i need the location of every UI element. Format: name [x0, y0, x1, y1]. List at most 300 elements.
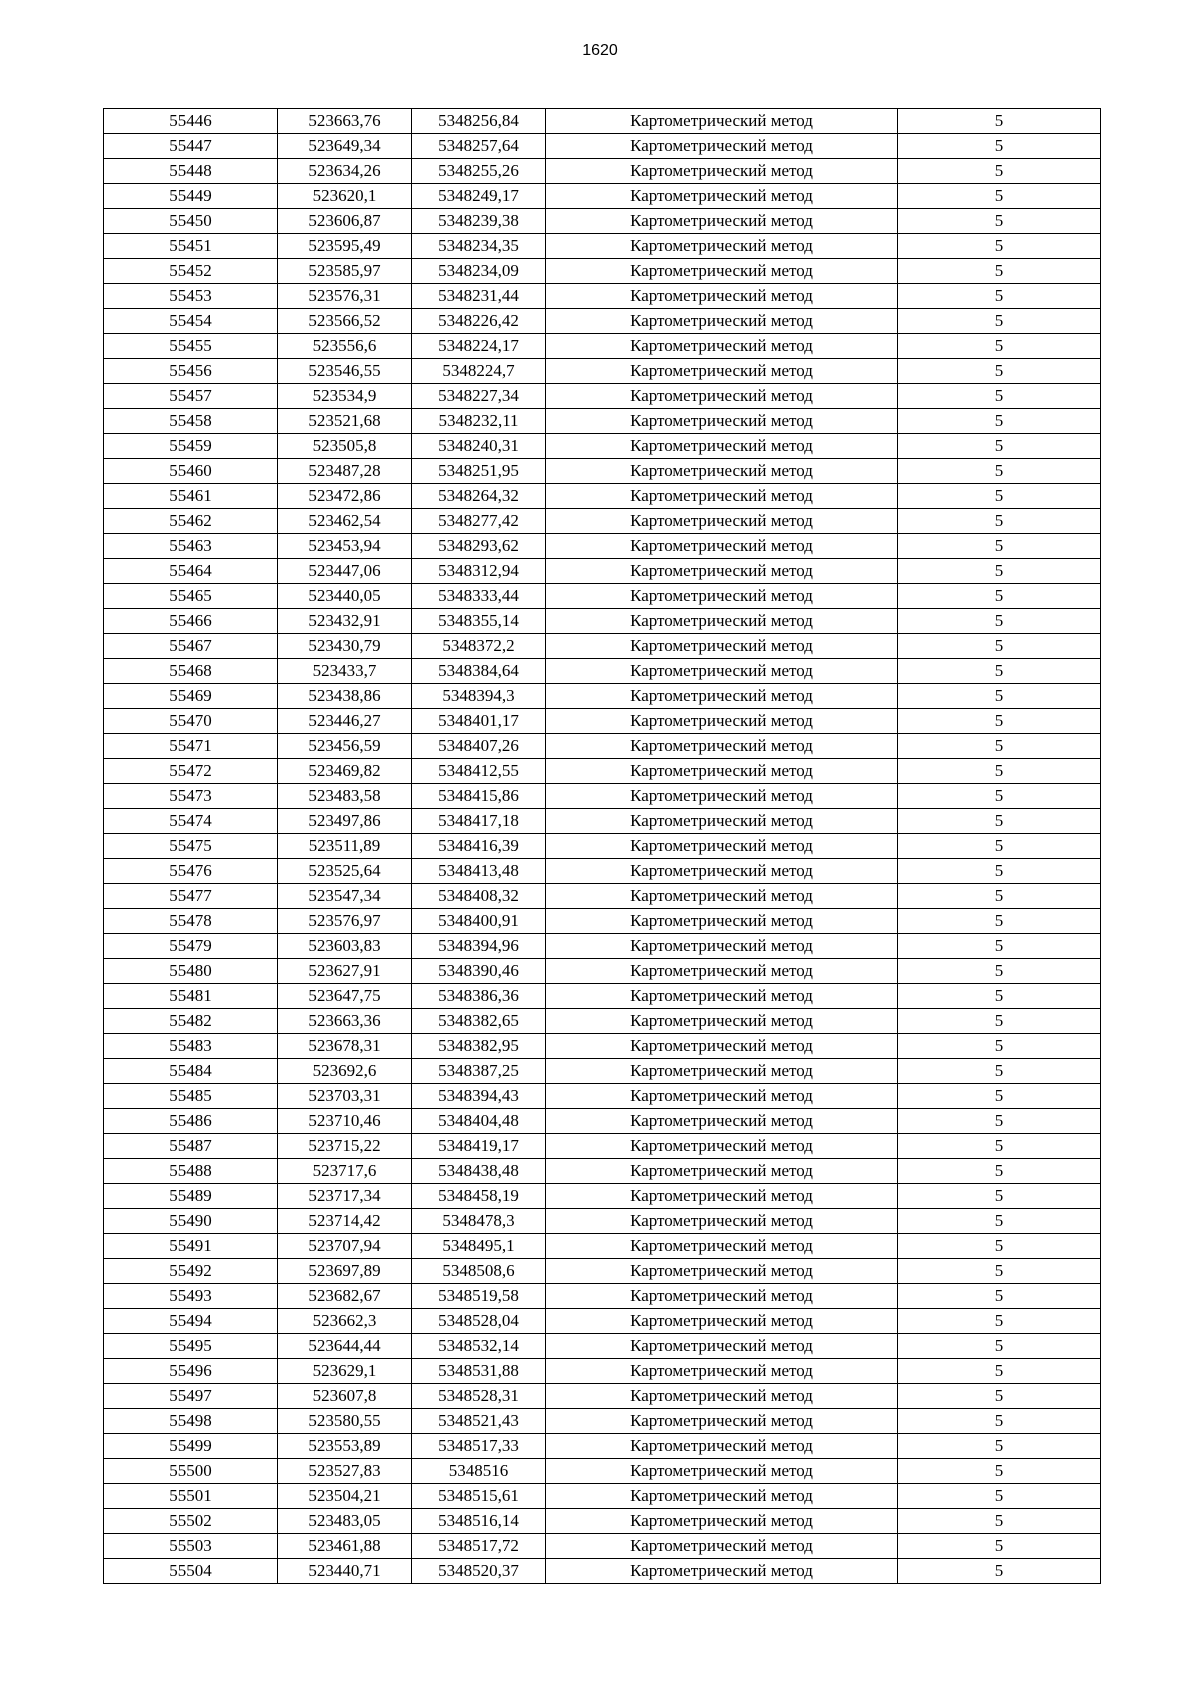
table-row [104, 1534, 1101, 1559]
point-number-cell: 55448 [104, 159, 278, 184]
point-number-cell: 55463 [104, 534, 278, 559]
table-row [104, 759, 1101, 784]
table-row [104, 1109, 1101, 1134]
accuracy-cell: 5 [898, 184, 1101, 209]
table-row [104, 1259, 1101, 1284]
table-row [104, 134, 1101, 159]
point-number-cell: 55489 [104, 1184, 278, 1209]
y-coordinate-cell: 5348458,19 [412, 1184, 546, 1209]
point-number-cell: 55470 [104, 709, 278, 734]
method-cell: Картометрический метод [546, 109, 898, 134]
x-coordinate-cell: 523634,26 [278, 159, 412, 184]
point-number-cell: 55486 [104, 1109, 278, 1134]
x-coordinate-cell: 523438,86 [278, 684, 412, 709]
y-coordinate-cell: 5348257,64 [412, 134, 546, 159]
point-number-cell: 55458 [104, 409, 278, 434]
point-number-cell: 55494 [104, 1309, 278, 1334]
method-cell: Картометрический метод [546, 159, 898, 184]
x-coordinate-cell: 523715,22 [278, 1134, 412, 1159]
table-row [104, 1309, 1101, 1334]
y-coordinate-cell: 5348387,25 [412, 1059, 546, 1084]
accuracy-cell: 5 [898, 1384, 1101, 1409]
method-cell: Картометрический метод [546, 1034, 898, 1059]
y-coordinate-cell: 5348519,58 [412, 1284, 546, 1309]
method-cell: Картометрический метод [546, 709, 898, 734]
accuracy-cell: 5 [898, 984, 1101, 1009]
x-coordinate-cell: 523647,75 [278, 984, 412, 1009]
point-number-cell: 55487 [104, 1134, 278, 1159]
x-coordinate-cell: 523692,6 [278, 1059, 412, 1084]
y-coordinate-cell: 5348384,64 [412, 659, 546, 684]
accuracy-cell: 5 [898, 1459, 1101, 1484]
x-coordinate-cell: 523472,86 [278, 484, 412, 509]
accuracy-cell: 5 [898, 159, 1101, 184]
method-cell: Картометрический метод [546, 684, 898, 709]
method-cell: Картометрический метод [546, 459, 898, 484]
method-cell: Картометрический метод [546, 1109, 898, 1134]
accuracy-cell: 5 [898, 384, 1101, 409]
x-coordinate-cell: 523606,87 [278, 209, 412, 234]
method-cell: Картометрический метод [546, 1409, 898, 1434]
point-number-cell: 55472 [104, 759, 278, 784]
y-coordinate-cell: 5348255,26 [412, 159, 546, 184]
table-row [104, 309, 1101, 334]
method-cell: Картометрический метод [546, 1309, 898, 1334]
y-coordinate-cell: 5348232,11 [412, 409, 546, 434]
x-coordinate-cell: 523521,68 [278, 409, 412, 434]
method-cell: Картометрический метод [546, 859, 898, 884]
method-cell: Картометрический метод [546, 584, 898, 609]
x-coordinate-cell: 523527,83 [278, 1459, 412, 1484]
y-coordinate-cell: 5348520,37 [412, 1559, 546, 1584]
table-row [104, 959, 1101, 984]
point-number-cell: 55461 [104, 484, 278, 509]
accuracy-cell: 5 [898, 359, 1101, 384]
y-coordinate-cell: 5348224,17 [412, 334, 546, 359]
table-row [104, 934, 1101, 959]
x-coordinate-cell: 523566,52 [278, 309, 412, 334]
y-coordinate-cell: 5348240,31 [412, 434, 546, 459]
y-coordinate-cell: 5348400,91 [412, 909, 546, 934]
accuracy-cell: 5 [898, 1334, 1101, 1359]
method-cell: Картометрический метод [546, 1259, 898, 1284]
x-coordinate-cell: 523576,31 [278, 284, 412, 309]
x-coordinate-cell: 523595,49 [278, 234, 412, 259]
y-coordinate-cell: 5348227,34 [412, 384, 546, 409]
page-number: 1620 [582, 42, 618, 59]
accuracy-cell: 5 [898, 1009, 1101, 1034]
method-cell: Картометрический метод [546, 1184, 898, 1209]
table-row [104, 584, 1101, 609]
x-coordinate-cell: 523483,05 [278, 1509, 412, 1534]
accuracy-cell: 5 [898, 409, 1101, 434]
table-row [104, 334, 1101, 359]
method-cell: Картометрический метод [546, 1209, 898, 1234]
method-cell: Картометрический метод [546, 1009, 898, 1034]
accuracy-cell: 5 [898, 259, 1101, 284]
x-coordinate-cell: 523505,8 [278, 434, 412, 459]
table-row [104, 509, 1101, 534]
point-number-cell: 55451 [104, 234, 278, 259]
point-number-cell: 55476 [104, 859, 278, 884]
table-row [104, 1434, 1101, 1459]
accuracy-cell: 5 [898, 1059, 1101, 1084]
x-coordinate-cell: 523710,46 [278, 1109, 412, 1134]
x-coordinate-cell: 523663,76 [278, 109, 412, 134]
accuracy-cell: 5 [898, 809, 1101, 834]
accuracy-cell: 5 [898, 634, 1101, 659]
x-coordinate-cell: 523483,58 [278, 784, 412, 809]
method-cell: Картометрический метод [546, 734, 898, 759]
accuracy-cell: 5 [898, 859, 1101, 884]
table-row [104, 1009, 1101, 1034]
y-coordinate-cell: 5348394,96 [412, 934, 546, 959]
method-cell: Картометрический метод [546, 1459, 898, 1484]
y-coordinate-cell: 5348508,6 [412, 1259, 546, 1284]
point-number-cell: 55496 [104, 1359, 278, 1384]
accuracy-cell: 5 [898, 759, 1101, 784]
y-coordinate-cell: 5348394,43 [412, 1084, 546, 1109]
table-row [104, 809, 1101, 834]
x-coordinate-cell: 523707,94 [278, 1234, 412, 1259]
table-row [104, 1184, 1101, 1209]
table-row [104, 834, 1101, 859]
x-coordinate-cell: 523717,34 [278, 1184, 412, 1209]
accuracy-cell: 5 [898, 1359, 1101, 1384]
point-number-cell: 55492 [104, 1259, 278, 1284]
method-cell: Картометрический метод [546, 809, 898, 834]
accuracy-cell: 5 [898, 1434, 1101, 1459]
accuracy-cell: 5 [898, 1484, 1101, 1509]
point-number-cell: 55446 [104, 109, 278, 134]
accuracy-cell: 5 [898, 584, 1101, 609]
table-row [104, 884, 1101, 909]
accuracy-cell: 5 [898, 1234, 1101, 1259]
y-coordinate-cell: 5348312,94 [412, 559, 546, 584]
point-number-cell: 55502 [104, 1509, 278, 1534]
table-row [104, 734, 1101, 759]
x-coordinate-cell: 523433,7 [278, 659, 412, 684]
x-coordinate-cell: 523547,34 [278, 884, 412, 909]
point-number-cell: 55460 [104, 459, 278, 484]
x-coordinate-cell: 523487,28 [278, 459, 412, 484]
method-cell: Картометрический метод [546, 1059, 898, 1084]
y-coordinate-cell: 5348495,1 [412, 1234, 546, 1259]
table-row [104, 1159, 1101, 1184]
y-coordinate-cell: 5348531,88 [412, 1359, 546, 1384]
method-cell: Картометрический метод [546, 334, 898, 359]
x-coordinate-cell: 523553,89 [278, 1434, 412, 1459]
point-number-cell: 55462 [104, 509, 278, 534]
method-cell: Картометрический метод [546, 209, 898, 234]
accuracy-cell: 5 [898, 659, 1101, 684]
table-row [104, 1084, 1101, 1109]
y-coordinate-cell: 5348517,72 [412, 1534, 546, 1559]
y-coordinate-cell: 5348355,14 [412, 609, 546, 634]
table-row [104, 159, 1101, 184]
table-row [104, 434, 1101, 459]
table-row [104, 1459, 1101, 1484]
point-number-cell: 55497 [104, 1384, 278, 1409]
point-number-cell: 55482 [104, 1009, 278, 1034]
table-row [104, 634, 1101, 659]
method-cell: Картометрический метод [546, 384, 898, 409]
accuracy-cell: 5 [898, 109, 1101, 134]
x-coordinate-cell: 523585,97 [278, 259, 412, 284]
table-row [104, 1334, 1101, 1359]
y-coordinate-cell: 5348478,3 [412, 1209, 546, 1234]
x-coordinate-cell: 523629,1 [278, 1359, 412, 1384]
table-row [104, 384, 1101, 409]
x-coordinate-cell: 523453,94 [278, 534, 412, 559]
y-coordinate-cell: 5348264,32 [412, 484, 546, 509]
point-number-cell: 55453 [104, 284, 278, 309]
table-row [104, 1384, 1101, 1409]
accuracy-cell: 5 [898, 1534, 1101, 1559]
y-coordinate-cell: 5348256,84 [412, 109, 546, 134]
x-coordinate-cell: 523447,06 [278, 559, 412, 584]
x-coordinate-cell: 523497,86 [278, 809, 412, 834]
method-cell: Картометрический метод [546, 409, 898, 434]
point-number-cell: 55490 [104, 1209, 278, 1234]
point-number-cell: 55449 [104, 184, 278, 209]
accuracy-cell: 5 [898, 1259, 1101, 1284]
accuracy-cell: 5 [898, 1209, 1101, 1234]
accuracy-cell: 5 [898, 484, 1101, 509]
method-cell: Картометрический метод [546, 1484, 898, 1509]
y-coordinate-cell: 5348521,43 [412, 1409, 546, 1434]
y-coordinate-cell: 5348516 [412, 1459, 546, 1484]
method-cell: Картометрический метод [546, 984, 898, 1009]
accuracy-cell: 5 [898, 959, 1101, 984]
point-number-cell: 55465 [104, 584, 278, 609]
accuracy-cell: 5 [898, 1509, 1101, 1534]
point-number-cell: 55475 [104, 834, 278, 859]
method-cell: Картометрический метод [546, 1134, 898, 1159]
x-coordinate-cell: 523469,82 [278, 759, 412, 784]
table-row [104, 259, 1101, 284]
y-coordinate-cell: 5348224,7 [412, 359, 546, 384]
point-number-cell: 55478 [104, 909, 278, 934]
table-row [104, 984, 1101, 1009]
table-row [104, 209, 1101, 234]
accuracy-cell: 5 [898, 1409, 1101, 1434]
accuracy-cell: 5 [898, 1309, 1101, 1334]
method-cell: Картометрический метод [546, 759, 898, 784]
x-coordinate-cell: 523663,36 [278, 1009, 412, 1034]
x-coordinate-cell: 523461,88 [278, 1534, 412, 1559]
accuracy-cell: 5 [898, 1084, 1101, 1109]
method-cell: Картометрический метод [546, 134, 898, 159]
method-cell: Картометрический метод [546, 309, 898, 334]
x-coordinate-cell: 523603,83 [278, 934, 412, 959]
y-coordinate-cell: 5348386,36 [412, 984, 546, 1009]
accuracy-cell: 5 [898, 1134, 1101, 1159]
y-coordinate-cell: 5348231,44 [412, 284, 546, 309]
table-row [104, 1134, 1101, 1159]
accuracy-cell: 5 [898, 309, 1101, 334]
method-cell: Картометрический метод [546, 1234, 898, 1259]
table-row [104, 859, 1101, 884]
y-coordinate-cell: 5348394,3 [412, 684, 546, 709]
coordinates-table-body [104, 109, 1101, 1584]
y-coordinate-cell: 5348407,26 [412, 734, 546, 759]
x-coordinate-cell: 523432,91 [278, 609, 412, 634]
table-row [104, 534, 1101, 559]
point-number-cell: 55477 [104, 884, 278, 909]
y-coordinate-cell: 5348417,18 [412, 809, 546, 834]
point-number-cell: 55466 [104, 609, 278, 634]
table-row [104, 1059, 1101, 1084]
method-cell: Картометрический метод [546, 1334, 898, 1359]
method-cell: Картометрический метод [546, 1384, 898, 1409]
accuracy-cell: 5 [898, 1284, 1101, 1309]
x-coordinate-cell: 523440,71 [278, 1559, 412, 1584]
accuracy-cell: 5 [898, 784, 1101, 809]
accuracy-cell: 5 [898, 334, 1101, 359]
point-number-cell: 55457 [104, 384, 278, 409]
x-coordinate-cell: 523440,05 [278, 584, 412, 609]
x-coordinate-cell: 523682,67 [278, 1284, 412, 1309]
table-row [104, 659, 1101, 684]
y-coordinate-cell: 5348404,48 [412, 1109, 546, 1134]
table-row [104, 909, 1101, 934]
point-number-cell: 55464 [104, 559, 278, 584]
table-row [104, 359, 1101, 384]
point-number-cell: 55481 [104, 984, 278, 1009]
table-row [104, 709, 1101, 734]
point-number-cell: 55452 [104, 259, 278, 284]
y-coordinate-cell: 5348239,38 [412, 209, 546, 234]
y-coordinate-cell: 5348226,42 [412, 309, 546, 334]
method-cell: Картометрический метод [546, 959, 898, 984]
accuracy-cell: 5 [898, 434, 1101, 459]
accuracy-cell: 5 [898, 1109, 1101, 1134]
y-coordinate-cell: 5348438,48 [412, 1159, 546, 1184]
accuracy-cell: 5 [898, 734, 1101, 759]
method-cell: Картометрический метод [546, 559, 898, 584]
point-number-cell: 55468 [104, 659, 278, 684]
method-cell: Картометрический метод [546, 1359, 898, 1384]
accuracy-cell: 5 [898, 209, 1101, 234]
method-cell: Картометрический метод [546, 1509, 898, 1534]
y-coordinate-cell: 5348408,32 [412, 884, 546, 909]
method-cell: Картометрический метод [546, 534, 898, 559]
table-row [104, 234, 1101, 259]
accuracy-cell: 5 [898, 934, 1101, 959]
table-row [104, 1034, 1101, 1059]
method-cell: Картометрический метод [546, 284, 898, 309]
point-number-cell: 55484 [104, 1059, 278, 1084]
table-row [104, 559, 1101, 584]
accuracy-cell: 5 [898, 234, 1101, 259]
accuracy-cell: 5 [898, 684, 1101, 709]
x-coordinate-cell: 523576,97 [278, 909, 412, 934]
point-number-cell: 55479 [104, 934, 278, 959]
x-coordinate-cell: 523504,21 [278, 1484, 412, 1509]
x-coordinate-cell: 523511,89 [278, 834, 412, 859]
table-row [104, 284, 1101, 309]
table-row [104, 1409, 1101, 1434]
table-row [104, 784, 1101, 809]
y-coordinate-cell: 5348532,14 [412, 1334, 546, 1359]
x-coordinate-cell: 523430,79 [278, 634, 412, 659]
x-coordinate-cell: 523703,31 [278, 1084, 412, 1109]
accuracy-cell: 5 [898, 134, 1101, 159]
point-number-cell: 55491 [104, 1234, 278, 1259]
method-cell: Картометрический метод [546, 509, 898, 534]
accuracy-cell: 5 [898, 909, 1101, 934]
x-coordinate-cell: 523697,89 [278, 1259, 412, 1284]
method-cell: Картометрический метод [546, 1559, 898, 1584]
accuracy-cell: 5 [898, 534, 1101, 559]
y-coordinate-cell: 5348251,95 [412, 459, 546, 484]
table-row [104, 1509, 1101, 1534]
y-coordinate-cell: 5348415,86 [412, 784, 546, 809]
accuracy-cell: 5 [898, 709, 1101, 734]
point-number-cell: 55455 [104, 334, 278, 359]
point-number-cell: 55471 [104, 734, 278, 759]
method-cell: Картометрический метод [546, 1159, 898, 1184]
y-coordinate-cell: 5348401,17 [412, 709, 546, 734]
x-coordinate-cell: 523556,6 [278, 334, 412, 359]
y-coordinate-cell: 5348413,48 [412, 859, 546, 884]
point-number-cell: 55501 [104, 1484, 278, 1509]
x-coordinate-cell: 523644,44 [278, 1334, 412, 1359]
x-coordinate-cell: 523456,59 [278, 734, 412, 759]
y-coordinate-cell: 5348333,44 [412, 584, 546, 609]
point-number-cell: 55500 [104, 1459, 278, 1484]
method-cell: Картометрический метод [546, 634, 898, 659]
accuracy-cell: 5 [898, 1184, 1101, 1209]
y-coordinate-cell: 5348515,61 [412, 1484, 546, 1509]
point-number-cell: 55459 [104, 434, 278, 459]
method-cell: Картометрический метод [546, 1534, 898, 1559]
method-cell: Картометрический метод [546, 1284, 898, 1309]
point-number-cell: 55503 [104, 1534, 278, 1559]
table-row [104, 1484, 1101, 1509]
table-row [104, 1284, 1101, 1309]
method-cell: Картометрический метод [546, 609, 898, 634]
method-cell: Картометрический метод [546, 484, 898, 509]
y-coordinate-cell: 5348416,39 [412, 834, 546, 859]
point-number-cell: 55474 [104, 809, 278, 834]
table-row [104, 409, 1101, 434]
point-number-cell: 55469 [104, 684, 278, 709]
y-coordinate-cell: 5348234,09 [412, 259, 546, 284]
x-coordinate-cell: 523714,42 [278, 1209, 412, 1234]
table-row [104, 1234, 1101, 1259]
x-coordinate-cell: 523627,91 [278, 959, 412, 984]
accuracy-cell: 5 [898, 459, 1101, 484]
accuracy-cell: 5 [898, 509, 1101, 534]
point-number-cell: 55480 [104, 959, 278, 984]
table-row [104, 184, 1101, 209]
method-cell: Картометрический метод [546, 784, 898, 809]
point-number-cell: 55450 [104, 209, 278, 234]
method-cell: Картометрический метод [546, 259, 898, 284]
y-coordinate-cell: 5348517,33 [412, 1434, 546, 1459]
y-coordinate-cell: 5348528,04 [412, 1309, 546, 1334]
x-coordinate-cell: 523580,55 [278, 1409, 412, 1434]
x-coordinate-cell: 523649,34 [278, 134, 412, 159]
x-coordinate-cell: 523717,6 [278, 1159, 412, 1184]
accuracy-cell: 5 [898, 609, 1101, 634]
x-coordinate-cell: 523534,9 [278, 384, 412, 409]
point-number-cell: 55498 [104, 1409, 278, 1434]
table-row [104, 1559, 1101, 1584]
table-row [104, 459, 1101, 484]
